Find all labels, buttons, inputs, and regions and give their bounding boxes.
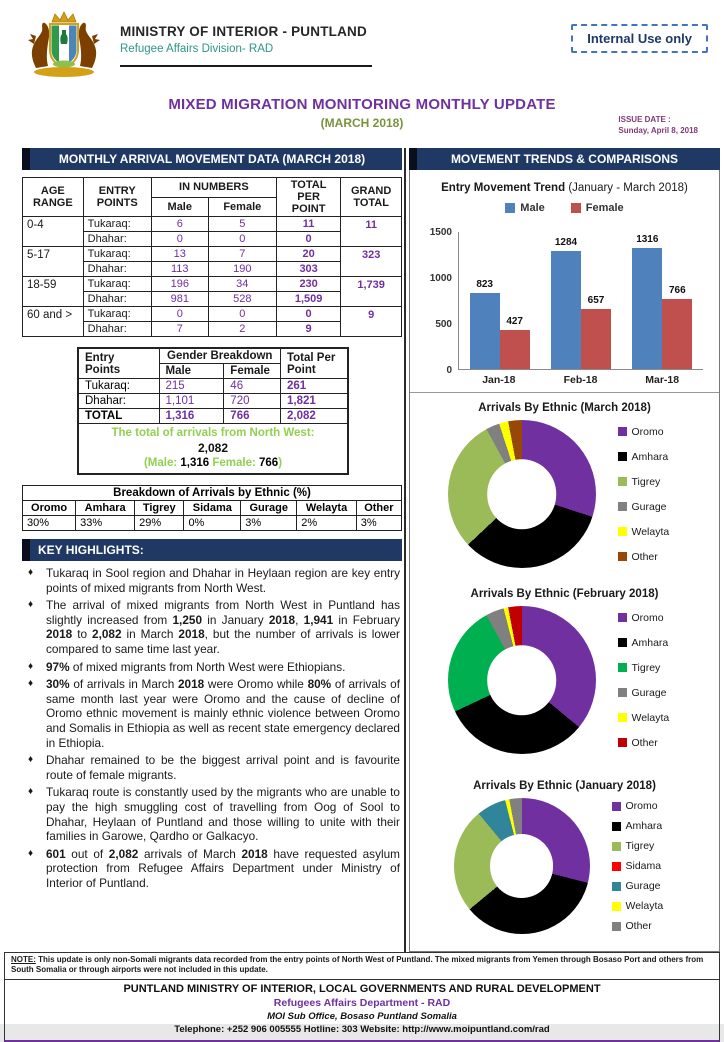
bar-female-mar-18: [662, 284, 692, 369]
arrival-movement-table: [22, 177, 402, 337]
diamond-bullet-icon: ♦: [28, 660, 34, 672]
table-row: [23, 217, 402, 232]
total-per-point: 9: [276, 322, 340, 337]
female-count: 0: [208, 307, 276, 322]
entry-point-cell: Tukaraq:: [78, 379, 159, 394]
donut-chart: [448, 606, 596, 754]
pct-gurage: 3%: [241, 516, 297, 531]
total-per-point: 11: [276, 217, 340, 232]
col-welayta: Welayta: [297, 501, 356, 516]
highlight-bullet: ♦ The arrival of mixed migrants from North West in Puntland has slightly increased from 1,250 in January 2018, 1,941 in February 2018 to 2,082 in March 2018, but the number of arrivals is lower compared to same time last year.: [28, 598, 401, 656]
col-total-per-point: TOTAL PER POINT: [276, 178, 340, 217]
bar-group: [540, 236, 621, 369]
bar-chart-body: [420, 227, 709, 386]
grand-total: 2,082: [280, 409, 348, 424]
legend-label: Oromo: [625, 800, 658, 812]
entry-point-cell: Dhahar:: [83, 292, 151, 307]
legend-label: Tigrey: [631, 661, 661, 674]
footnote: NOTE: This update is only non-Somali migrants data recorded from the entry points of North West of Puntland. The mixed migrants from Yemen through Bosaso Port and others from South Somalia or through airports were not included in this update.: [4, 952, 720, 980]
y-tick-label: 1000: [429, 273, 452, 284]
table-row: [23, 307, 402, 322]
section-key-highlights: [22, 539, 402, 561]
col-entry-points: Entry Points: [78, 348, 159, 379]
legend-item: [618, 612, 682, 624]
column-divider: [404, 148, 406, 952]
col-grand-total: GRAND TOTAL: [341, 178, 402, 217]
section-arrival-data-label: MONTHLY ARRIVAL MOVEMENT DATA (MARCH 2018): [58, 152, 366, 166]
left-column: [22, 148, 402, 952]
entry-point-cell: Tukaraq:: [83, 217, 151, 232]
legend-label: Welayta: [631, 525, 670, 538]
bar-chart-plotwrap: [458, 232, 703, 386]
donut-january-section: [410, 765, 719, 951]
bar-value-label: 1316: [636, 233, 659, 245]
total-per-point: 1,821: [280, 394, 348, 409]
male-count: 1,101: [159, 394, 224, 409]
donut-hole: [487, 645, 557, 715]
other-legend-swatch: [618, 738, 627, 747]
age-cell: 18-59: [23, 277, 84, 307]
gurage-legend-swatch: [618, 502, 627, 511]
male-count: 196: [151, 277, 208, 292]
col-sidama: Sidama: [184, 501, 241, 516]
legend-label: Amhara: [631, 636, 669, 649]
highlight-bullet: ♦ 601 out of 2,082 arrivals of March 2018 have requested asylum protection from Refugee Affairs Department under Ministry of Interior of Puntland.: [28, 846, 400, 890]
donut-row: [410, 798, 719, 934]
legend-label: Oromo: [631, 611, 664, 624]
tigrey-legend-swatch: [618, 477, 627, 486]
diamond-bullet-icon: ♦: [28, 847, 34, 859]
legend-item: [618, 476, 682, 488]
gurage-legend-swatch: [612, 882, 621, 891]
legend-label: Tigrey: [625, 840, 655, 852]
main-content: [22, 148, 720, 952]
issue-date-value: Sunday, April 8, 2018: [618, 126, 698, 136]
highlights-list: [22, 561, 402, 890]
section-movement-trends: [409, 148, 720, 170]
legend-item: [618, 451, 682, 463]
amhara-legend-swatch: [612, 822, 621, 831]
total-per-point: 230: [276, 277, 340, 292]
footer-contact-line: Telephone: +252 906 005555 Hotline: 303 Website: http://www.moipuntland.com/rad: [174, 1023, 550, 1035]
donut-march-section: [410, 393, 719, 579]
legend-item: [618, 637, 682, 649]
legend-label: Female: [585, 202, 624, 214]
legend-label: Other: [631, 736, 658, 749]
legend-item: [612, 880, 676, 892]
legend-label: Welayta: [631, 711, 670, 724]
legend-label: Gurage: [625, 880, 661, 892]
donut-legend: [618, 612, 682, 749]
division-subtitle: Refugee Affairs Division- RAD: [120, 43, 274, 55]
legend-label: Other: [625, 920, 652, 932]
bar-male-feb-18: [551, 236, 581, 369]
donut-row: [410, 606, 719, 754]
male-count: 7: [151, 322, 208, 337]
grand-total: 9: [341, 307, 402, 337]
entry-point-cell: Tukaraq:: [83, 277, 151, 292]
title-block: [0, 96, 724, 142]
legend-item: [618, 662, 682, 674]
welayta-legend-swatch: [618, 713, 627, 722]
donut-row: [410, 420, 719, 568]
highlight-bullet: ♦ Tukaraq in Sool region and Dhahar in Heylaan region are key entry points of mixed migrants from North West.: [28, 566, 400, 595]
col-age-range: AGE RANGE: [23, 178, 84, 217]
table-row: [78, 394, 348, 409]
bar-value-label: 766: [668, 284, 686, 296]
legend-item: [612, 840, 676, 852]
female-count: 34: [208, 277, 276, 292]
entry-point-cell: Dhahar:: [78, 394, 159, 409]
table-header-row: [78, 348, 348, 364]
legend-item: [571, 202, 624, 214]
legend-label: Male: [520, 202, 545, 214]
male-count: 13: [151, 247, 208, 262]
male-count: 113: [151, 262, 208, 277]
total-per-point: 1,509: [276, 292, 340, 307]
donut-hole: [490, 834, 554, 898]
diamond-bullet-icon: ♦: [28, 599, 34, 611]
diamond-bullet-icon: ♦: [28, 754, 34, 766]
bar-female-feb-18: [581, 294, 611, 369]
welayta-legend-swatch: [612, 902, 621, 911]
highlight-bullet: ♦ 30% of arrivals in March 2018 were Oromo while 80% of arrivals of same month last year were Oromo and the cause of decline of Oromo ethnic movement is mainly ethnic violence between Oromo and Somalis in Ethiopia as well as recent state emergency declared in Ethiopia.: [28, 677, 400, 750]
age-cell: 60 and >: [23, 307, 84, 337]
key-highlights-label: KEY HIGHLIGHTS:: [38, 543, 144, 557]
female-count: 5: [208, 217, 276, 232]
grand-total: 323: [341, 247, 402, 277]
other-legend-swatch: [612, 922, 621, 931]
legend-item: [618, 737, 682, 749]
table-row: [23, 247, 402, 262]
entry-point-cell: Dhahar:: [83, 232, 151, 247]
grand-total: 1,739: [341, 277, 402, 307]
pct-other: 3%: [356, 516, 401, 531]
y-tick-label: 500: [435, 319, 452, 330]
col-female: Female: [208, 197, 276, 217]
legend-label: Amhara: [625, 820, 663, 832]
bar-chart-xaxis: [458, 374, 703, 386]
donut-hole: [487, 459, 557, 529]
col-male: Male: [159, 364, 224, 379]
bar-male-mar-18: [632, 233, 662, 369]
bar-male-jan-18: [470, 279, 500, 369]
gender-breakdown-table: [77, 347, 349, 475]
col-gurage: Gurage: [241, 501, 297, 516]
male-total: 1,316: [159, 409, 224, 424]
bar-chart-plot: [458, 232, 703, 370]
total-per-point: 261: [280, 379, 348, 394]
legend-label: Sidama: [625, 860, 662, 872]
legend-item: [618, 712, 682, 724]
bar-chart-legend: [420, 202, 709, 214]
legend-item: [612, 820, 676, 832]
summary-title: The total of arrivals from North West:: [111, 427, 315, 439]
issue-date-label: ISSUE DATE :: [618, 115, 671, 124]
legend-label: Amhara: [631, 450, 669, 463]
col-in-numbers: IN NUMBERS: [151, 178, 276, 198]
male-count: 981: [151, 292, 208, 307]
section-arrival-data: [22, 148, 402, 170]
other-legend-swatch: [618, 552, 627, 561]
table-title-row: [23, 486, 402, 501]
donut-chart: [448, 420, 596, 568]
diamond-bullet-icon: ♦: [28, 786, 34, 798]
legend-item: [612, 860, 676, 872]
donut-title: Arrivals By Ethnic (March 2018): [478, 402, 651, 414]
bar-female-jan-18: [500, 315, 530, 369]
pct-tigrey: 29%: [135, 516, 184, 531]
ethnic-breakdown-table: [22, 485, 402, 531]
diamond-bullet-icon: ♦: [28, 567, 34, 578]
female-legend-swatch: [571, 203, 581, 213]
grand-total: 11: [341, 217, 402, 247]
y-tick-label: 0: [446, 365, 452, 376]
donut-chart: [454, 798, 590, 934]
bar-group: [459, 279, 540, 369]
amhara-legend-swatch: [618, 452, 627, 461]
pct-amhara: 33%: [76, 516, 135, 531]
total-per-point: 0: [276, 232, 340, 247]
table-row: [23, 277, 402, 292]
col-female: Female: [224, 364, 281, 379]
tigrey-legend-swatch: [612, 842, 621, 851]
col-total-per-point: Total Per Point: [280, 348, 348, 379]
x-tick-label: Feb-18: [563, 374, 598, 386]
male-count: 215: [159, 379, 224, 394]
welayta-legend-swatch: [618, 527, 627, 536]
pct-oromo: 30%: [23, 516, 76, 531]
legend-label: Tigrey: [631, 475, 661, 488]
highlight-bullet: ♦ 97% of mixed migrants from North West were Ethiopians.: [28, 659, 346, 674]
donut-legend: [618, 426, 682, 563]
bar-value-label: 1284: [554, 236, 578, 248]
diamond-bullet-icon: ♦: [28, 678, 34, 690]
donut-title: Arrivals By Ethnic (February 2018): [470, 588, 659, 600]
table-header-row: [23, 501, 402, 516]
bar-value-label: 823: [476, 279, 493, 291]
report-title: MIXED MIGRATION MONITORING MONTHLY UPDATE: [168, 96, 556, 113]
gurage-legend-swatch: [618, 688, 627, 697]
table-row: [23, 516, 402, 531]
age-cell: 0-4: [23, 217, 84, 247]
entry-point-cell: Tukaraq:: [83, 307, 151, 322]
footer-ministry-line: PUNTLAND MINISTRY OF INTERIOR, LOCAL GOVERNMENTS AND RURAL DEVELOPMENT: [123, 982, 601, 995]
col-other: Other: [356, 501, 401, 516]
legend-item: [612, 800, 676, 812]
col-entry-points: ENTRY POINTS: [83, 178, 151, 217]
female-count: 528: [208, 292, 276, 307]
right-column: [409, 148, 720, 952]
x-tick-label: Mar-18: [645, 374, 680, 386]
age-cell: 5-17: [23, 247, 84, 277]
puntland-coat-of-arms-logo: [22, 10, 106, 80]
bar-chart-yaxis: [426, 227, 458, 376]
section-movement-trends-label: MOVEMENT TRENDS & COMPARISONS: [450, 152, 679, 166]
legend-item: [618, 551, 682, 563]
donut-legend: [612, 800, 676, 932]
male-count: 0: [151, 307, 208, 322]
female-count: 46: [224, 379, 281, 394]
legend-label: Welayta: [625, 900, 664, 912]
legend-label: Other: [631, 550, 658, 563]
oromo-legend-swatch: [618, 613, 627, 622]
col-male: Male: [151, 197, 208, 217]
male-count: 0: [151, 232, 208, 247]
col-oromo: Oromo: [23, 501, 76, 516]
legend-item: [612, 900, 676, 912]
total-per-point: 303: [276, 262, 340, 277]
legend-item: [612, 920, 676, 932]
amhara-legend-swatch: [618, 638, 627, 647]
table-header-row: [23, 178, 402, 198]
female-count: 2: [208, 322, 276, 337]
issue-date: [618, 114, 698, 136]
entry-movement-bar-chart: [410, 170, 719, 393]
female-total: 766: [224, 409, 281, 424]
legend-item: [618, 501, 682, 513]
y-tick-label: 1500: [429, 227, 452, 238]
male-legend-swatch: [505, 203, 515, 213]
legend-item: [618, 687, 682, 699]
donut-title: Arrivals By Ethnic (January 2018): [473, 780, 656, 792]
page-footer: [4, 980, 720, 1042]
bar-group: [622, 233, 703, 369]
summary-gender-split: (Male: 1,316 Female: 766): [143, 457, 283, 469]
summary-total: 2,082: [197, 441, 229, 455]
bar-value-label: 657: [587, 294, 605, 306]
legend-label: Gurage: [631, 500, 667, 513]
table-total-row: [78, 409, 348, 424]
total-per-point: 20: [276, 247, 340, 262]
total-label: TOTAL: [78, 409, 159, 424]
highlight-bullet: ♦ Dhahar remained to be the biggest arrival point and is favourite route of female migrants.: [28, 753, 400, 782]
col-gender-breakdown: Gender Breakdown: [159, 348, 280, 364]
legend-label: Oromo: [631, 425, 664, 438]
entry-point-cell: Dhahar:: [83, 322, 151, 337]
report-subtitle: (MARCH 2018): [320, 116, 404, 130]
male-count: 6: [151, 217, 208, 232]
highlight-bullet: ♦ Tukaraq route is constantly used by the migrants who are unable to pay the high smuggling cost of travelling from Oog of Sool to Dhahar, Heylaan of Puntland and those willing to unite with their families in Garowe, Qardho or Galkacyo.: [28, 785, 400, 844]
female-count: 0: [208, 232, 276, 247]
total-per-point: 0: [276, 307, 340, 322]
legend-item: [618, 526, 682, 538]
charts-panel: [409, 170, 720, 952]
north-west-summary: [78, 424, 348, 475]
entry-point-cell: Tukaraq:: [83, 247, 151, 262]
ethnic-table-title: Breakdown of Arrivals by Ethnic (%): [23, 486, 402, 501]
legend-item: [618, 426, 682, 438]
ministry-title: MINISTRY OF INTERIOR - PUNTLAND: [120, 24, 367, 39]
pct-sidama: 0%: [184, 516, 241, 531]
sidama-legend-swatch: [612, 862, 621, 871]
x-tick-label: Jan-18: [482, 374, 516, 386]
entry-point-cell: Dhahar:: [83, 262, 151, 277]
oromo-legend-swatch: [618, 427, 627, 436]
table-row: [78, 379, 348, 394]
pct-welayta: 2%: [297, 516, 356, 531]
female-count: 7: [208, 247, 276, 262]
page-header: [0, 0, 724, 88]
bar-value-label: 427: [506, 315, 523, 327]
donut-february-section: [410, 579, 719, 765]
legend-label: Gurage: [631, 686, 667, 699]
col-amhara: Amhara: [76, 501, 135, 516]
female-count: 190: [208, 262, 276, 277]
header-divider-line: [120, 65, 372, 67]
footer-office-line: MOI Sub Office, Bosaso Puntland Somalia: [267, 1010, 457, 1022]
legend-item: [505, 202, 544, 214]
bar-chart-title: Entry Movement Trend (January - March 2018): [441, 182, 688, 194]
internal-use-badge: Internal Use only: [571, 24, 708, 53]
table-footer-row: [78, 424, 348, 475]
col-tigrey: Tigrey: [135, 501, 184, 516]
oromo-legend-swatch: [612, 802, 621, 811]
tigrey-legend-swatch: [618, 663, 627, 672]
female-count: 720: [224, 394, 281, 409]
footer-department-line: Refugees Affairs Department - RAD: [273, 996, 451, 1009]
